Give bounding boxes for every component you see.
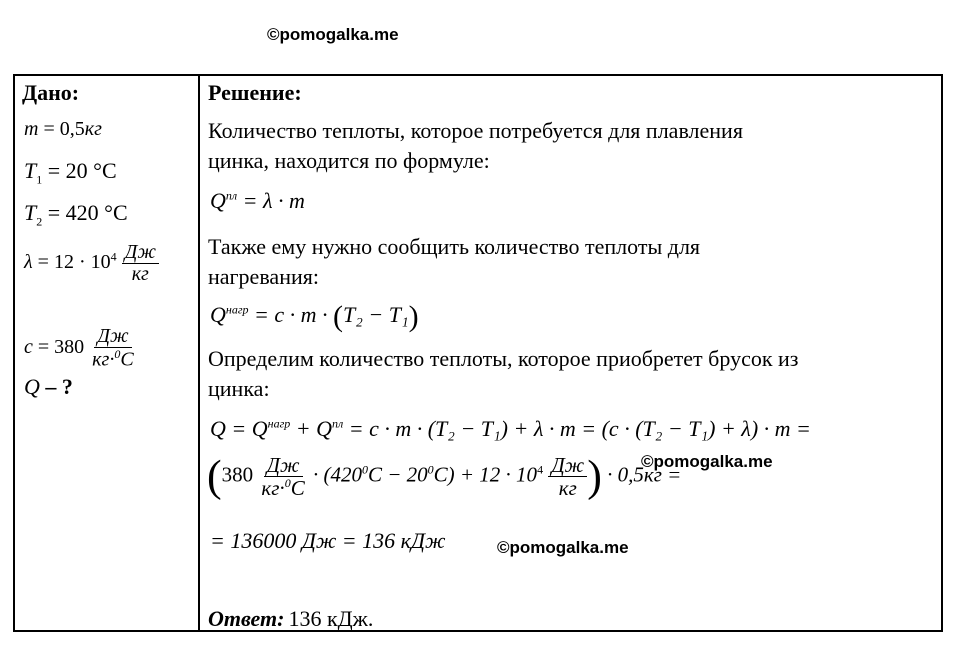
formula-total: $Q = Q^{нагр} + Q^{пл} = c \cdot m \cdot (T_2 - T_1) + \lambda \cdot m = (c \cdot (T_2 - T_1) + \lambda) \cdot m$ =: [210, 416, 811, 441]
watermark-bottom: ©pomogalka.me: [497, 538, 629, 557]
given-find: Q – ?: [24, 374, 73, 399]
watermark-middle: ©pomogalka.me: [641, 452, 773, 471]
solution-p1-line2: цинка, находится по формуле:: [208, 148, 490, 173]
solution-p1-line1: Количество теплоты, которое потребуется для плавления: [208, 118, 743, 143]
formula-heating: $Q^{нагр} = c \cdot m \cdot (T_2 - T_1)$: [210, 300, 419, 333]
answer-value: 136 кДж.: [288, 606, 374, 631]
formula-substitution: (380 $\frac{Дж}{кг\cdot^0C}$ · $(420^0C - 20^0C) + 12 \cdot 10^4$ $\frac{Дж}{кг}$ ) · 0,5кг =: [207, 451, 682, 501]
given-t1: $T_1 = 20$ °C: [24, 158, 117, 187]
given-t2: $T_2 = 420$ °C: [24, 200, 128, 229]
given-c: c = 380 $\frac{Дж}{кг\cdot^0C}$: [24, 325, 134, 371]
solution-p3-line1: Определим количество теплоты, которое приобретет брусок из: [208, 346, 799, 371]
solution-p3-line2: цинка:: [208, 376, 270, 401]
given-title: Дано:: [22, 80, 80, 105]
solution-title: Решение:: [208, 80, 302, 105]
answer: Ответ: 136 кДж.: [208, 606, 374, 631]
given-mass: m = 0,5кг: [24, 118, 102, 140]
formula-melting: $Q^{пл} = \lambda \cdot m$: [210, 188, 305, 213]
solution-p2-line2: нагревания:: [208, 264, 319, 289]
formula-result: = 136000 Дж = 136 кДж: [210, 528, 446, 553]
solution-p2-line1: Также ему нужно сообщить количество теплоты для: [208, 234, 701, 259]
column-divider: [198, 76, 200, 630]
given-lambda: $\lambda = 12 \cdot 10^4$ $\frac{Дж}{кг}$: [24, 242, 159, 285]
solution-table: [13, 74, 943, 632]
watermark-top: ©pomogalka.me: [267, 25, 399, 44]
